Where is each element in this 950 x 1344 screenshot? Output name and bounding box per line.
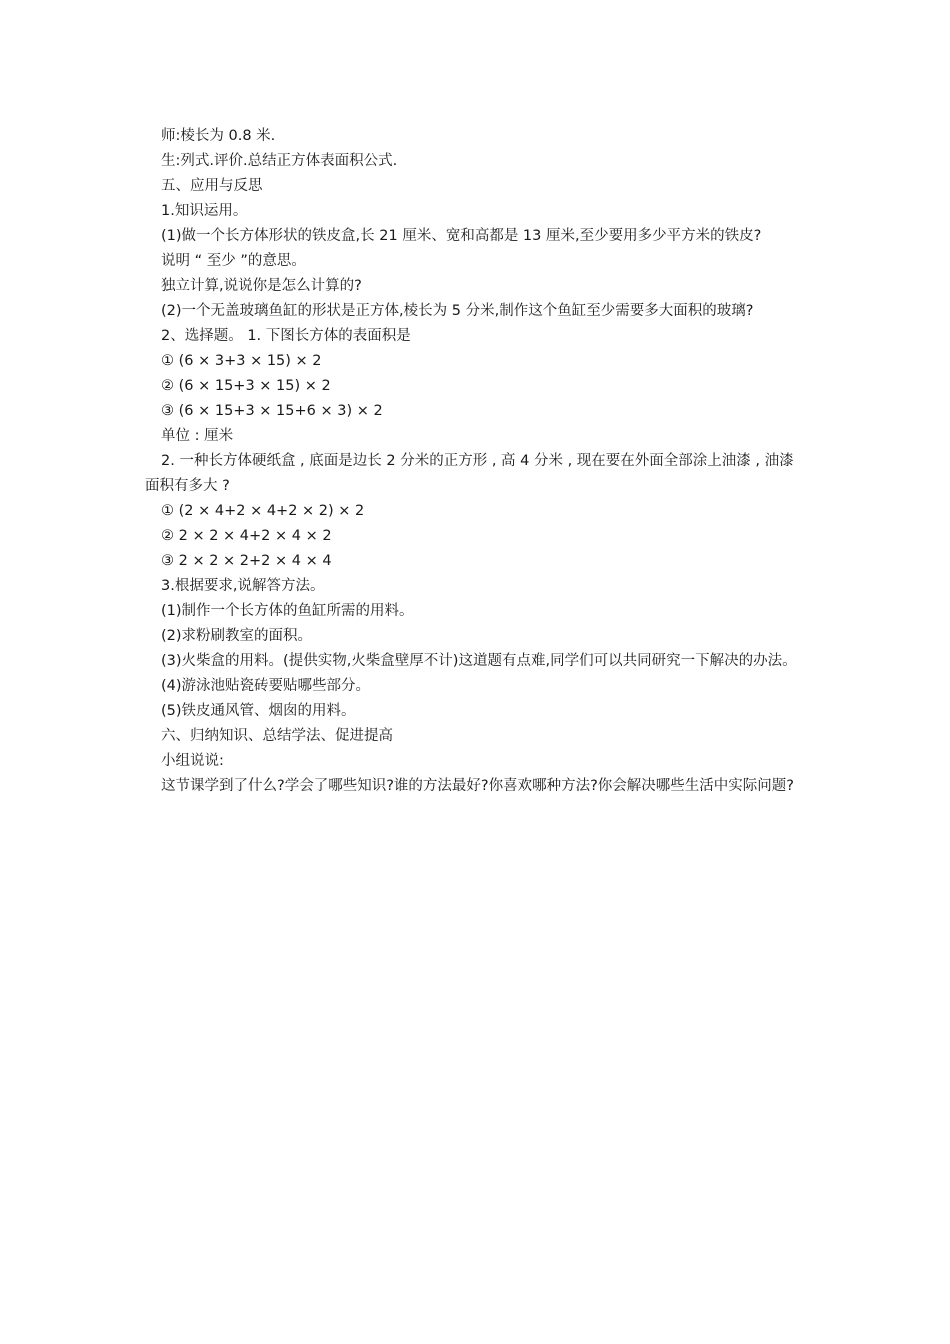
choice-option-1a: ① (6 × 3+3 × 15) × 2 (161, 353, 322, 369)
paragraph-reflection-questions: 这节课学到了什么?学会了哪些知识?谁的方法最好?你喜欢哪种方法?你会解决哪些生活中实际问题? (161, 778, 794, 794)
item-fish-tank-material: (1)制作一个长方体的鱼缸所需的用料。 (161, 603, 414, 619)
section-heading-summary: 六、归纳知识、总结学法、促进提高 (161, 728, 393, 744)
subheading-knowledge-use: 1.知识运用。 (161, 203, 248, 219)
subheading-solution-methods: 3.根据要求,说解答方法。 (161, 578, 325, 594)
choice-option-1c: ③ (6 × 15+3 × 15+6 × 3) × 2 (161, 403, 383, 419)
item-matchbox-material: (3)火柴盒的用料。(提供实物,火柴盒壁厚不计)这道题有点难,同学们可以共同研究一下解决的办法。 (161, 653, 797, 669)
choice-option-2a: ① (2 × 4+2 × 4+2 × 2) × 2 (161, 503, 365, 519)
question-iron-box: (1)做一个长方体形状的铁皮盒,长 21 厘米、宽和高都是 13 厘米,至少要用多少平方米的铁皮? (161, 228, 762, 244)
paragraph-independent-calc: 独立计算,说说你是怎么计算的? (161, 278, 362, 294)
question-paper-box: 2. 一种长方体硬纸盒 , 底面是边长 2 分米的正方形 , 高 4 分米 , 现在要在外面全部涂上油漆 , 油漆面积有多大 ? (145, 453, 794, 494)
item-pool-tiles: (4)游泳池贴瓷砖要贴哪些部分。 (161, 678, 371, 694)
paragraph-group-talk: 小组说说: (161, 753, 224, 769)
paragraph-explain-least: 说明 “ 至少 ”的意思。 (161, 253, 306, 269)
item-classroom-paint: (2)求粉刷教室的面积。 (161, 628, 313, 644)
unit-label: 单位 : 厘米 (161, 428, 234, 444)
choice-option-2c: ③ 2 × 2 × 2+2 × 4 × 4 (161, 553, 332, 569)
paragraph-teacher-edge: 师:棱长为 0.8 米. (161, 128, 276, 144)
question-fish-tank: (2)一个无盖玻璃鱼缸的形状是正方体,棱长为 5 分米,制作这个鱼缸至少需要多大面积的玻璃? (161, 303, 754, 319)
item-vent-pipe: (5)铁皮通风管、烟囱的用料。 (161, 703, 356, 719)
subheading-multiple-choice: 2、选择题。 1. 下图长方体的表面积是 (161, 328, 411, 344)
paragraph-student-formula: 生:列式.评价.总结正方体表面积公式. (161, 153, 398, 169)
choice-option-2b: ② 2 × 2 × 4+2 × 4 × 2 (161, 528, 332, 544)
document-body (145, 124, 807, 799)
section-heading-apply: 五、应用与反思 (161, 178, 263, 194)
choice-option-1b: ② (6 × 15+3 × 15) × 2 (161, 378, 331, 394)
